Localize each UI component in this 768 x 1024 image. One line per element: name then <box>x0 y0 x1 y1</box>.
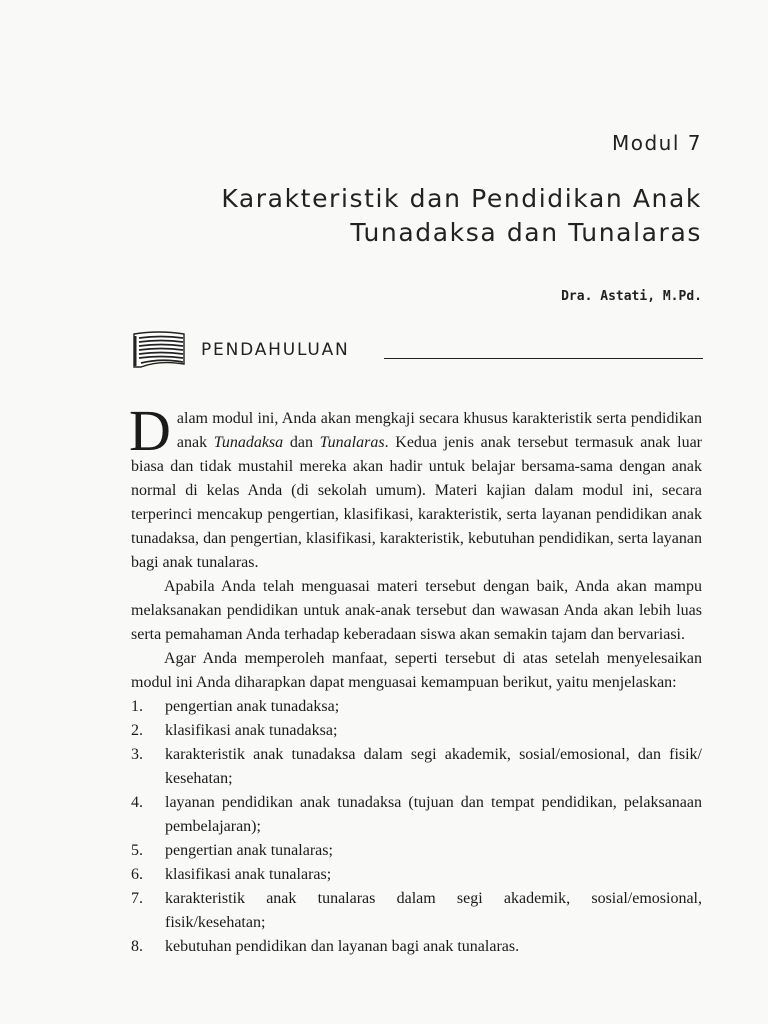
list-item-number: 4. <box>131 794 143 811</box>
paragraph-1-text-b: dan <box>283 434 320 451</box>
list-item-number: 1. <box>131 698 143 715</box>
paragraph-1 <box>129 398 702 575</box>
list-item <box>131 863 702 887</box>
author-name: Dra. Astati, M.Pd. <box>561 289 702 304</box>
list-item-number: 6. <box>131 866 143 883</box>
section-header <box>131 330 703 370</box>
list-item-number: 2. <box>131 722 143 739</box>
list-item-number: 8. <box>131 938 143 955</box>
list-item-text: layanan pendidikan anak tunadaksa (tujuan dan tempat pendidikan, pelaksanaan pembelajaran); <box>165 794 702 835</box>
list-item <box>131 887 702 935</box>
list-item <box>131 743 702 791</box>
objectives-list <box>131 695 702 959</box>
list-item <box>131 791 702 839</box>
list-item-number: 5. <box>131 842 143 859</box>
paragraph-2: Apabila Anda telah menguasai materi tersebut dengan baik, Anda akan mampu melaksanakan pendidikan untuk anak-anak tersebut dan wawasan Anda akan lebih luas serta pemahaman Anda terhadap keberadaan siswa akan semakin tajam dan bervariasi. <box>131 578 702 643</box>
module-label: Modul 7 <box>611 131 702 155</box>
page-title <box>142 182 702 250</box>
list-item-text: kebutuhan pendidikan dan layanan bagi anak tunalaras. <box>165 938 520 955</box>
paragraph-1-text-c: . Kedua jenis anak tersebut termasuk anak luar biasa dan tidak mustahil mereka akan hadir untuk belajar bersama-sama dengan anak normal di kelas Anda (di sekolah umum). Materi kajian dalam modul ini, secara terperinci mencakup pengertian, klasifikasi, karakteristik, serta layanan pendidikan anak tunadaksa, dan pengertian, klasifikasi, karakteristik, kebutuhan pendidikan, serta layanan bagi anak tunalaras. <box>131 434 702 571</box>
list-item-number: 7. <box>131 890 143 907</box>
drop-cap: D <box>129 398 171 463</box>
heading-rule <box>384 358 703 359</box>
list-item-text: klasifikasi anak tunadaksa; <box>165 722 338 739</box>
body-text <box>129 398 702 959</box>
title-line-2: Tunadaksa dan Tunalaras <box>350 218 702 247</box>
list-item <box>131 935 702 959</box>
title-line-1: Karakteristik dan Pendidikan Anak <box>221 184 702 213</box>
section-heading: PENDAHULUAN <box>201 340 350 360</box>
list-item-text: karakteristik anak tunalaras dalam segi akademik, sosial/emosional, fisik/kesehatan; <box>165 890 702 931</box>
list-item <box>131 839 702 863</box>
paragraph-1-italic-2: Tunalaras <box>319 434 385 451</box>
list-item-text: pengertian anak tunalaras; <box>165 842 333 859</box>
paragraph-1-text-a: alam modul ini, Anda akan mengkaji secara khusus karakteristik serta pendidikan anak <box>176 410 702 451</box>
list-item <box>131 695 702 719</box>
list-item <box>131 719 702 743</box>
paragraph-1-italic-1: Tunadaksa <box>213 434 284 451</box>
paragraph-3: Agar Anda memperoleh manfaat, seperti tersebut di atas setelah menyelesaikan modul ini Anda diharapkan dapat menguasai kemampuan berikut, yaitu menjelaskan: <box>131 650 702 691</box>
list-item-text: klasifikasi anak tunalaras; <box>165 866 332 883</box>
book-pages-icon <box>131 330 187 370</box>
list-item-text: karakteristik anak tunadaksa dalam segi akademik, sosial/emosional, dan fisik/ kesehatan; <box>165 746 702 787</box>
list-item-text: pengertian anak tunadaksa; <box>165 698 340 715</box>
list-item-number: 3. <box>131 746 143 763</box>
